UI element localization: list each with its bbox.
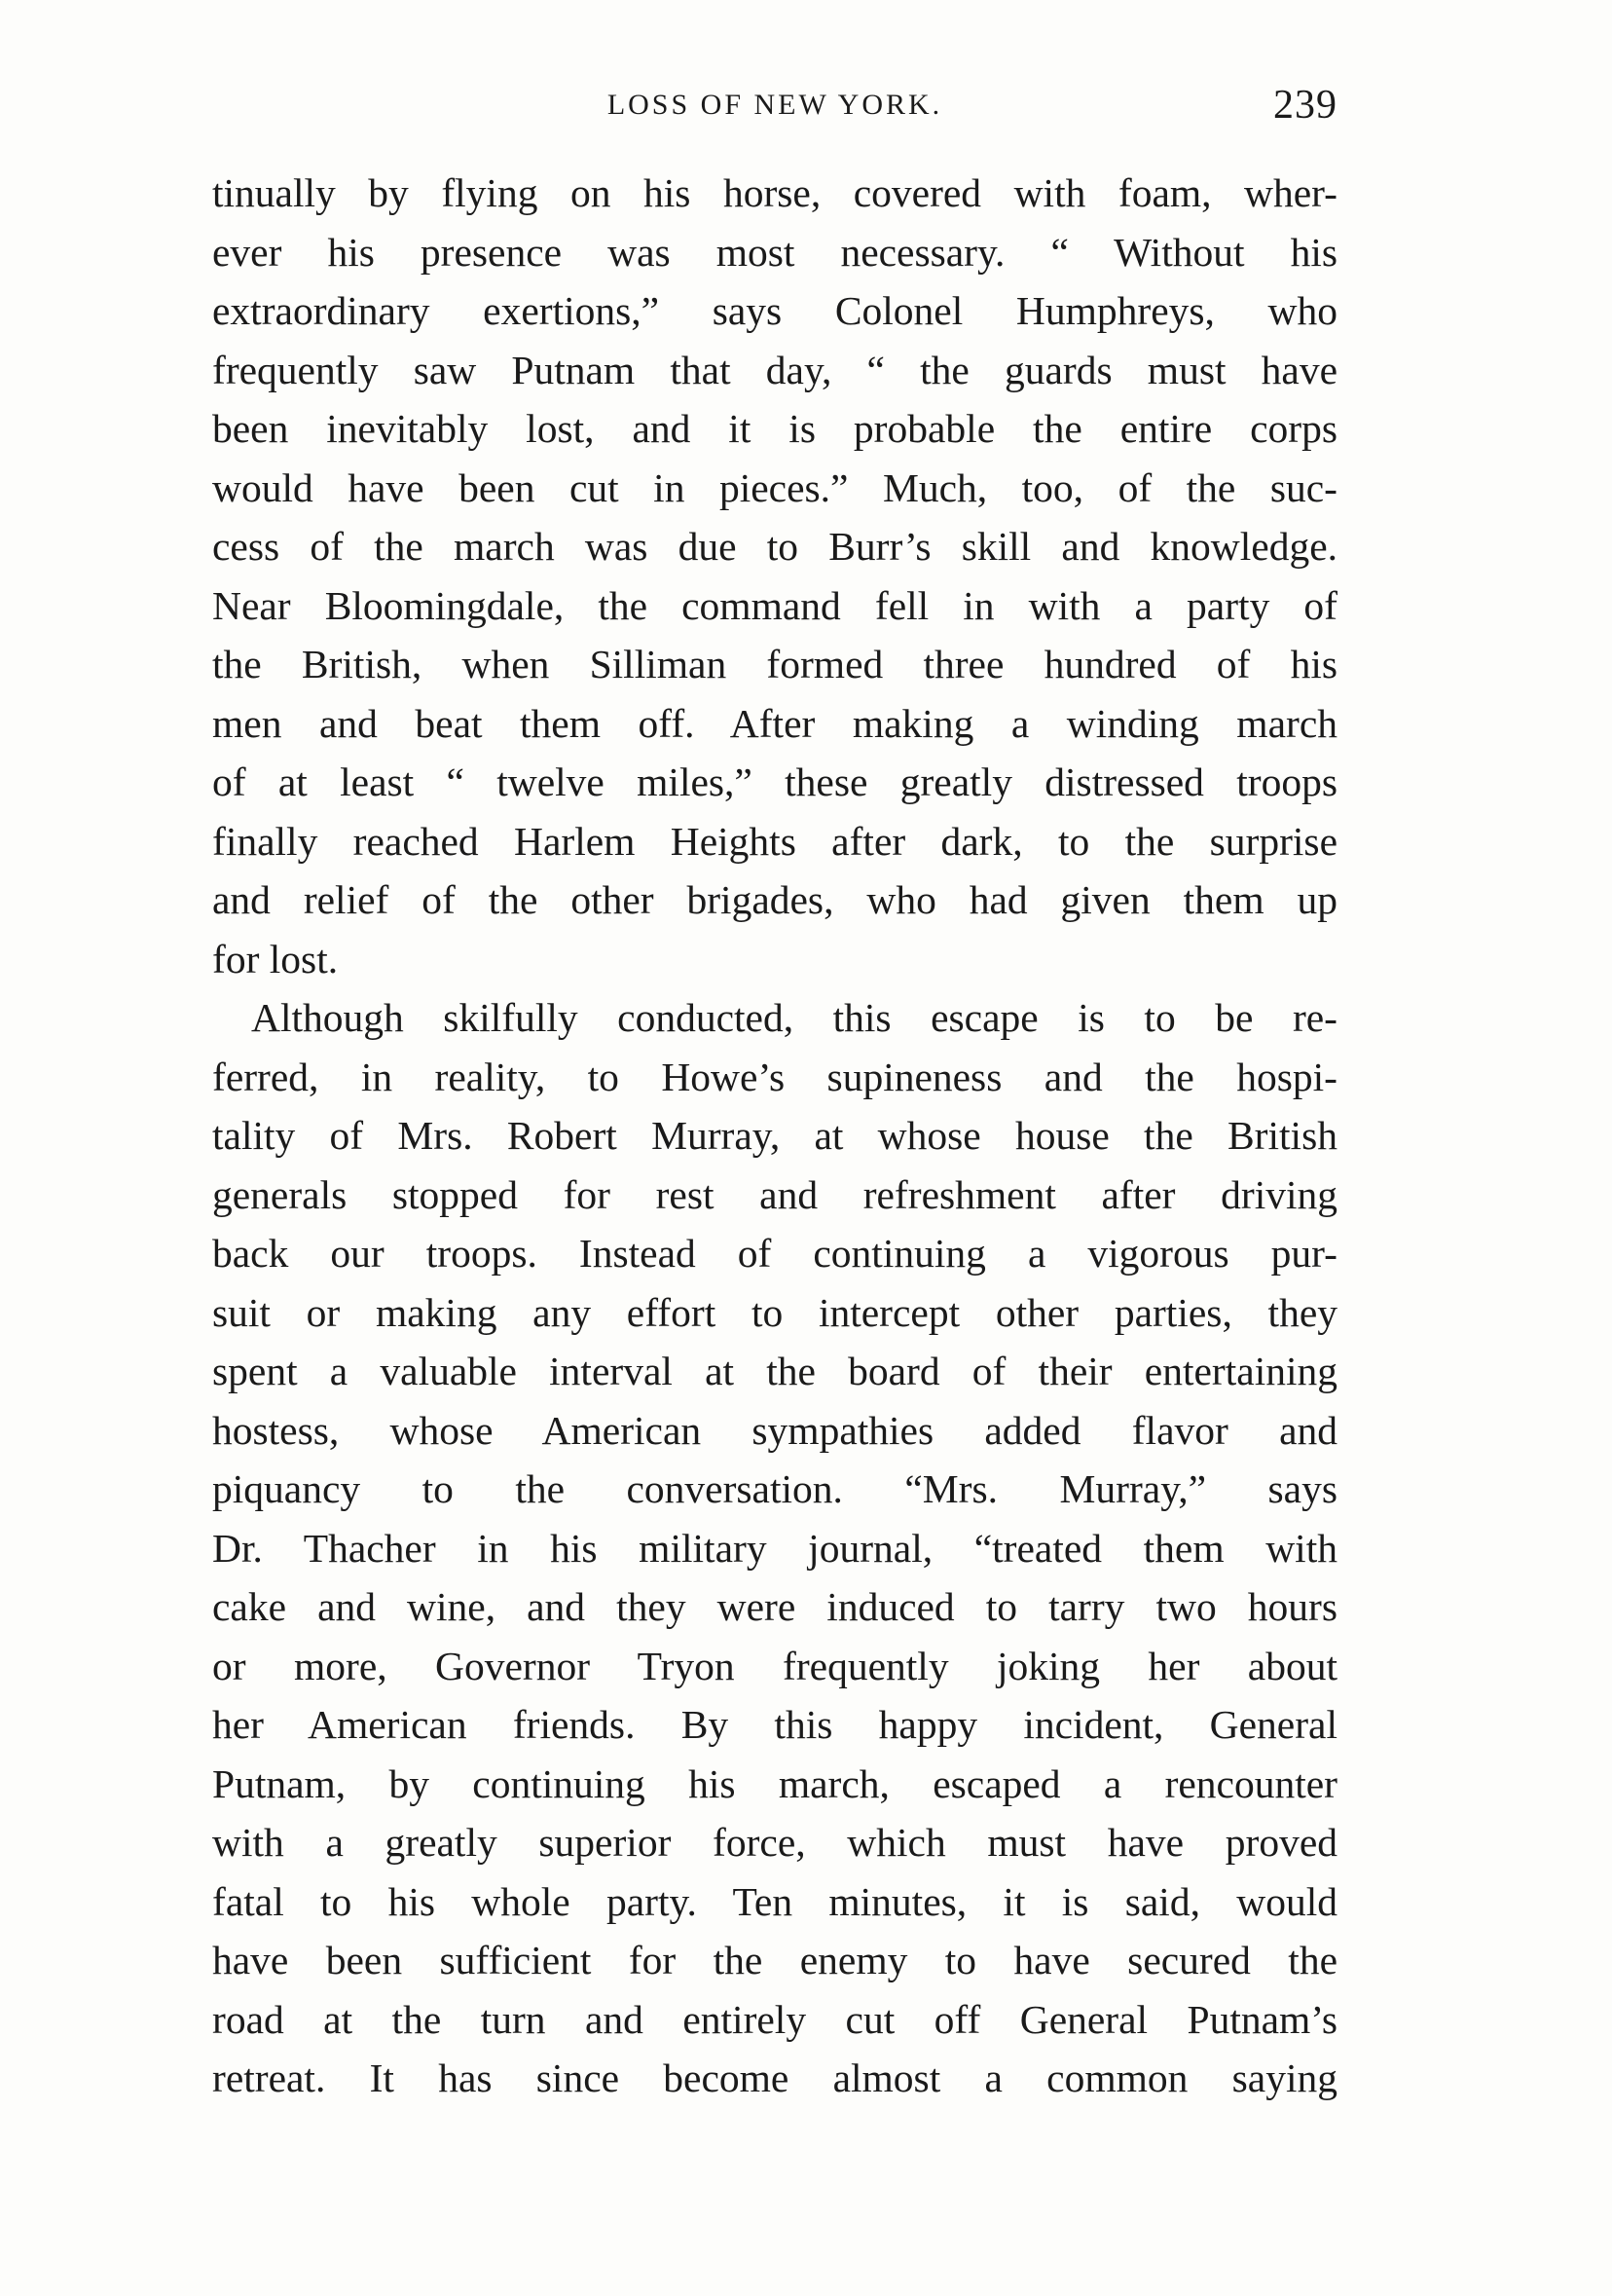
text-line: have been sufficient for the enemy to have secured the [212,1938,1337,1982]
text-line: road at the turn and entirely cut off General Putnam’s [212,1996,1337,2042]
text-line: Dr. Thacher in his military journal, “treated them with [212,1525,1337,1571]
text-line: extraordinary exertions,” says Colonel Humphreys, who [212,288,1337,333]
text-line: been inevitably lost, and it is probable the entire corps [212,406,1337,451]
text-line: suit or making any effort to intercept other parties, they [212,1289,1337,1335]
text-line: back our troops. Instead of continuing a vigorous pur- [212,1231,1337,1276]
text-line: piquancy to the conversation. “Mrs. Murray,” says [212,1466,1337,1511]
text-line: frequently saw Putnam that day, “ the guards must have [212,347,1337,392]
text-line: Putnam, by continuing his march, escaped a rencounter [212,1760,1337,1806]
text-line: ferred, in reality, to Howe’s supineness and the hospi- [212,1054,1337,1099]
paragraph-1 [212,164,1337,988]
text-line: of at least “ twelve miles,” these greatly distressed troops [212,759,1337,804]
text-line: and relief of the other brigades, who had given them up [212,877,1337,922]
page-number: 239 [1273,83,1337,128]
text-line: finally reached Harlem Heights after dark, to the surprise [212,818,1337,864]
text-line: tality of Mrs. Robert Murray, at whose house the British [212,1113,1337,1158]
text-line: ever his presence was most necessary. “ Without his [212,229,1337,275]
text-line: Although skilfully conducted, this escape is to be re- [251,995,1337,1040]
text-line: her American friends. By this happy incident, General [212,1702,1337,1747]
text-line: retreat. It has since become almost a common saying [212,2055,1337,2100]
paragraph-2 [212,988,1337,2108]
text-line: cess of the march was due to Burr’s skill and knowledge. [212,524,1337,569]
text-line: would have been cut in pieces.” Much, too, of the suc- [212,464,1337,510]
text-line: or more, Governor Tryon frequently joking her about [212,1643,1337,1688]
text-line: Near Bloomingdale, the command fell in with a party of [212,582,1337,628]
text-line: for lost. [212,936,339,981]
text-line: the British, when Silliman formed three hundred of his [212,642,1337,686]
text-line: tinually by flying on his horse, covered with foam, wher- [212,170,1337,215]
running-header [212,76,1337,134]
text-line: hostess, whose American sympathies added flavor and [212,1407,1337,1453]
text-line: fatal to his whole party. Ten minutes, it is said, would [212,1878,1337,1924]
text-line: spent a valuable interval at the board of their entertaining [212,1349,1337,1393]
text-line: generals stopped for rest and refreshment after driving [212,1171,1337,1217]
text-line: men and beat them off. After making a winding march [212,700,1337,746]
text-line: with a greatly superior force, which must have proved [212,1820,1337,1865]
body-text [212,164,1337,2108]
text-line: cake and wine, and they were induced to tarry two hours [212,1584,1337,1629]
running-title: LOSS OF NEW YORK. [606,89,943,121]
